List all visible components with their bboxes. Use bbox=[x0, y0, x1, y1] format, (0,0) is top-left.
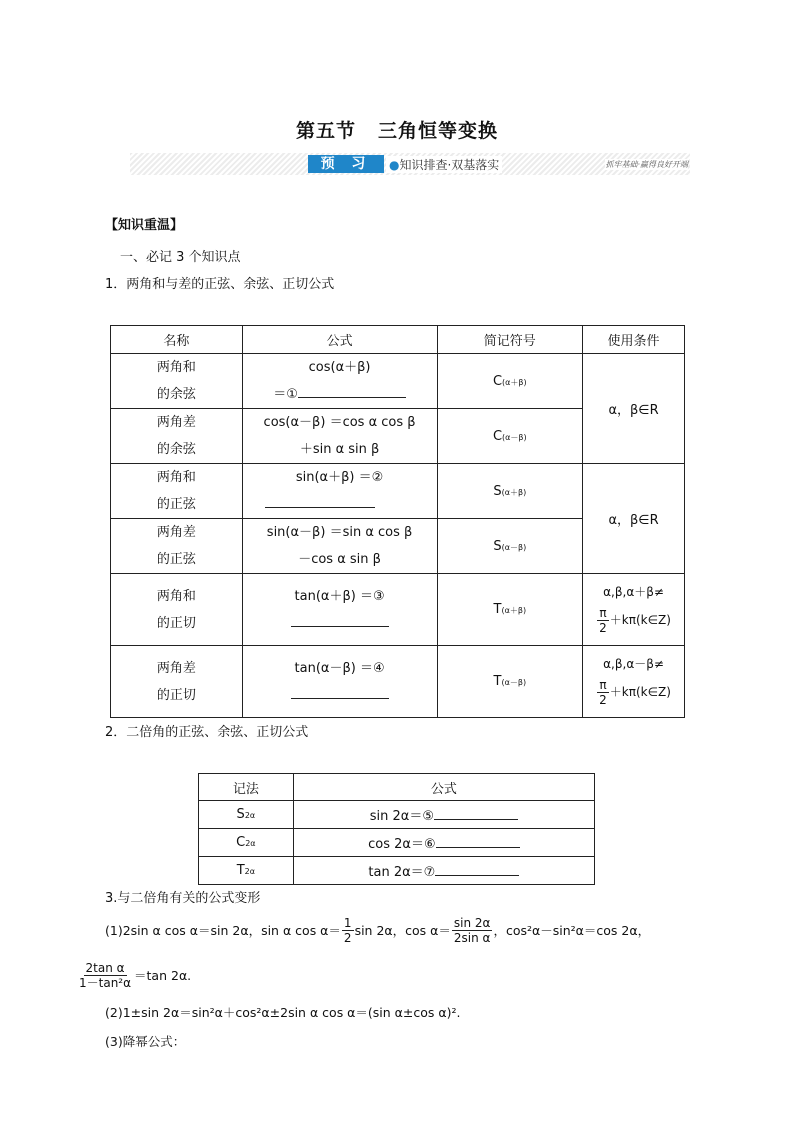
title-part1: 第五节 bbox=[295, 120, 356, 142]
table-row bbox=[199, 829, 595, 857]
name-line: 两角和 bbox=[156, 360, 196, 375]
symbol: T bbox=[493, 602, 502, 617]
name-line: 的正弦 bbox=[156, 552, 196, 567]
formula-text: ，cos²α－sin²α＝cos 2α， bbox=[493, 923, 651, 938]
symbol: C bbox=[492, 428, 503, 444]
symbol-subscript: 2α bbox=[244, 811, 256, 820]
column-header: 简记符号 bbox=[437, 326, 583, 354]
fraction-numerator: π bbox=[599, 605, 607, 620]
condition-cell: α，β∈R bbox=[583, 464, 685, 574]
symbol-subscript: 2α bbox=[244, 867, 256, 876]
formula-line-1 bbox=[105, 912, 650, 948]
table-row bbox=[111, 354, 685, 409]
column-header: 公式 bbox=[293, 774, 594, 801]
fraction bbox=[597, 606, 609, 635]
fraction-denominator: 2 bbox=[599, 692, 607, 707]
condition-cell bbox=[583, 574, 685, 646]
answer-blank bbox=[291, 686, 389, 699]
table-row bbox=[111, 574, 685, 646]
condition-tail: ＋kπ(k∈Z) bbox=[609, 612, 671, 627]
condition-cell: α，β∈R bbox=[583, 354, 685, 464]
name-line: 两角差 bbox=[156, 660, 196, 676]
table-header-row bbox=[199, 774, 595, 801]
point1-heading: 1．两角和与差的正弦、余弦、正切公式 bbox=[105, 277, 335, 292]
symbol: C bbox=[236, 835, 246, 850]
point2-heading: 2．二倍角的正弦、余弦、正切公式 bbox=[105, 725, 309, 740]
formula-cell bbox=[293, 857, 594, 885]
table-row bbox=[111, 646, 685, 718]
name-line: 两角和 bbox=[156, 470, 196, 485]
formula-line: －cos α sin β bbox=[298, 552, 381, 567]
formula-text: ＝tan 2α. bbox=[134, 968, 192, 983]
bullet-icon: ● bbox=[389, 158, 400, 172]
name-line: 的正切 bbox=[156, 687, 196, 703]
symbol-cell bbox=[199, 829, 294, 857]
formula-cell bbox=[293, 801, 594, 829]
condition-line: α,β,α－β≠ bbox=[603, 656, 664, 671]
condition-line: α,β,α＋β≠ bbox=[603, 584, 664, 599]
symbol: S bbox=[493, 538, 502, 554]
fraction bbox=[77, 961, 133, 990]
condition-tail: ＋kπ(k∈Z) bbox=[609, 684, 671, 699]
point3-heading: 3.与二倍角有关的公式变形 bbox=[105, 891, 261, 906]
formula-cell bbox=[242, 409, 437, 464]
table-row bbox=[199, 857, 595, 885]
formula-text: sin 2α＝⑤ bbox=[369, 809, 434, 824]
formula-line: cos(α＋β) bbox=[308, 360, 371, 375]
formula-line: ＝① bbox=[273, 387, 298, 402]
banner-subtitle-text: 知识排查·双基落实 bbox=[399, 158, 500, 172]
symbol-cell bbox=[199, 857, 294, 885]
symbol-cell bbox=[199, 801, 294, 829]
formula-line: sin(α－β) ＝sin α cos β bbox=[266, 525, 413, 540]
double-angle-table bbox=[198, 773, 595, 885]
column-header: 记法 bbox=[199, 774, 294, 801]
formula-line: cos(α－β) ＝cos α cos β bbox=[263, 415, 416, 430]
name-cell bbox=[111, 464, 243, 519]
fraction-denominator: 2sin α bbox=[453, 930, 491, 945]
symbol-subscript: (α－β) bbox=[501, 678, 527, 687]
subheading: 一、必记 3 个知识点 bbox=[120, 250, 241, 265]
name-line: 的正弦 bbox=[156, 497, 196, 512]
name-cell bbox=[111, 519, 243, 574]
name-line: 的余弦 bbox=[156, 387, 196, 402]
answer-blank bbox=[291, 614, 389, 627]
banner-label: 预 习 bbox=[308, 155, 384, 173]
symbol-cell bbox=[437, 574, 583, 646]
symbol-cell bbox=[437, 409, 583, 464]
answer-blank bbox=[434, 807, 518, 820]
symbol-subscript: (α－β) bbox=[501, 542, 527, 552]
formula-text: (1)2sin α cos α＝sin 2α，sin α cos α＝ bbox=[105, 923, 341, 938]
table-row bbox=[111, 464, 685, 519]
symbol-subscript: (α＋β) bbox=[502, 377, 527, 387]
symbol: S bbox=[236, 807, 245, 822]
page-title bbox=[0, 116, 794, 143]
answer-blank bbox=[436, 835, 520, 848]
formula-text: sin 2α，cos α＝ bbox=[354, 923, 451, 938]
table-header-row bbox=[111, 326, 685, 354]
name-cell bbox=[111, 574, 243, 646]
condition-line bbox=[583, 678, 684, 707]
name-line: 两角和 bbox=[156, 588, 196, 604]
symbol-subscript: 2α bbox=[245, 839, 256, 848]
formula-table bbox=[110, 325, 685, 718]
formula-cell bbox=[242, 464, 437, 519]
formula-line-2: (2)1±sin 2α＝sin²α＋cos²α±2sin α cos α＝(sin α±cos α)². bbox=[105, 1005, 461, 1020]
fraction-numerator: 1 bbox=[343, 915, 352, 930]
name-line: 的正切 bbox=[156, 615, 196, 631]
formula-text: cos 2α＝⑥ bbox=[368, 837, 436, 852]
formula-line: ＋sin α sin β bbox=[299, 442, 380, 457]
formula-cell bbox=[242, 574, 437, 646]
formula-line-3: (3)降幂公式： bbox=[105, 1034, 186, 1049]
symbol-cell bbox=[437, 464, 583, 519]
answer-blank bbox=[435, 863, 519, 876]
column-header: 名称 bbox=[111, 326, 243, 354]
title-part2: 三角恒等变换 bbox=[378, 120, 499, 142]
symbol: C bbox=[492, 373, 503, 389]
formula-line: tan(α－β) ＝④ bbox=[294, 660, 385, 676]
symbol: T bbox=[236, 863, 245, 878]
section-banner bbox=[130, 153, 690, 175]
formula-cell bbox=[242, 354, 437, 409]
formula-text: tan 2α＝⑦ bbox=[368, 865, 436, 880]
formula-cell bbox=[293, 829, 594, 857]
name-cell bbox=[111, 409, 243, 464]
answer-blank bbox=[265, 495, 375, 508]
name-line: 两角差 bbox=[156, 525, 196, 540]
condition-line bbox=[583, 606, 684, 635]
symbol: T bbox=[493, 674, 502, 689]
symbol-subscript: (α＋β) bbox=[501, 606, 527, 615]
name-cell bbox=[111, 354, 243, 409]
fraction bbox=[597, 678, 609, 707]
symbol-cell bbox=[437, 354, 583, 409]
symbol-cell bbox=[437, 646, 583, 718]
fraction-denominator: 1－tan²α bbox=[79, 975, 132, 990]
fraction-denominator: 2 bbox=[343, 930, 352, 945]
symbol-subscript: (α＋β) bbox=[501, 487, 527, 497]
symbol: S bbox=[493, 483, 502, 499]
table-row bbox=[199, 801, 595, 829]
answer-blank bbox=[298, 385, 406, 398]
symbol-subscript: (α－β) bbox=[502, 432, 527, 442]
banner-slogan: 抓牢基础·赢得良好开端 bbox=[605, 160, 688, 169]
name-cell bbox=[111, 646, 243, 718]
name-line: 两角差 bbox=[156, 415, 196, 430]
name-line: 的余弦 bbox=[156, 442, 196, 457]
fraction-denominator: 2 bbox=[599, 620, 607, 635]
column-header: 使用条件 bbox=[583, 326, 685, 354]
formula-cell bbox=[242, 646, 437, 718]
symbol-cell bbox=[437, 519, 583, 574]
formula-cell bbox=[242, 519, 437, 574]
formula-line: sin(α＋β) ＝② bbox=[295, 470, 384, 485]
fraction-numerator: sin 2α bbox=[453, 915, 491, 930]
fraction-numerator: 2tan α bbox=[85, 960, 125, 975]
section-heading: 【知识重温】 bbox=[105, 218, 184, 233]
fraction bbox=[452, 916, 493, 945]
column-header: 公式 bbox=[242, 326, 437, 354]
formula-line-1b bbox=[76, 957, 191, 993]
fraction bbox=[342, 916, 354, 945]
condition-cell bbox=[583, 646, 685, 718]
fraction-numerator: π bbox=[599, 677, 607, 692]
formula-line: tan(α＋β) ＝③ bbox=[294, 588, 385, 604]
banner-subtitle bbox=[386, 156, 502, 173]
